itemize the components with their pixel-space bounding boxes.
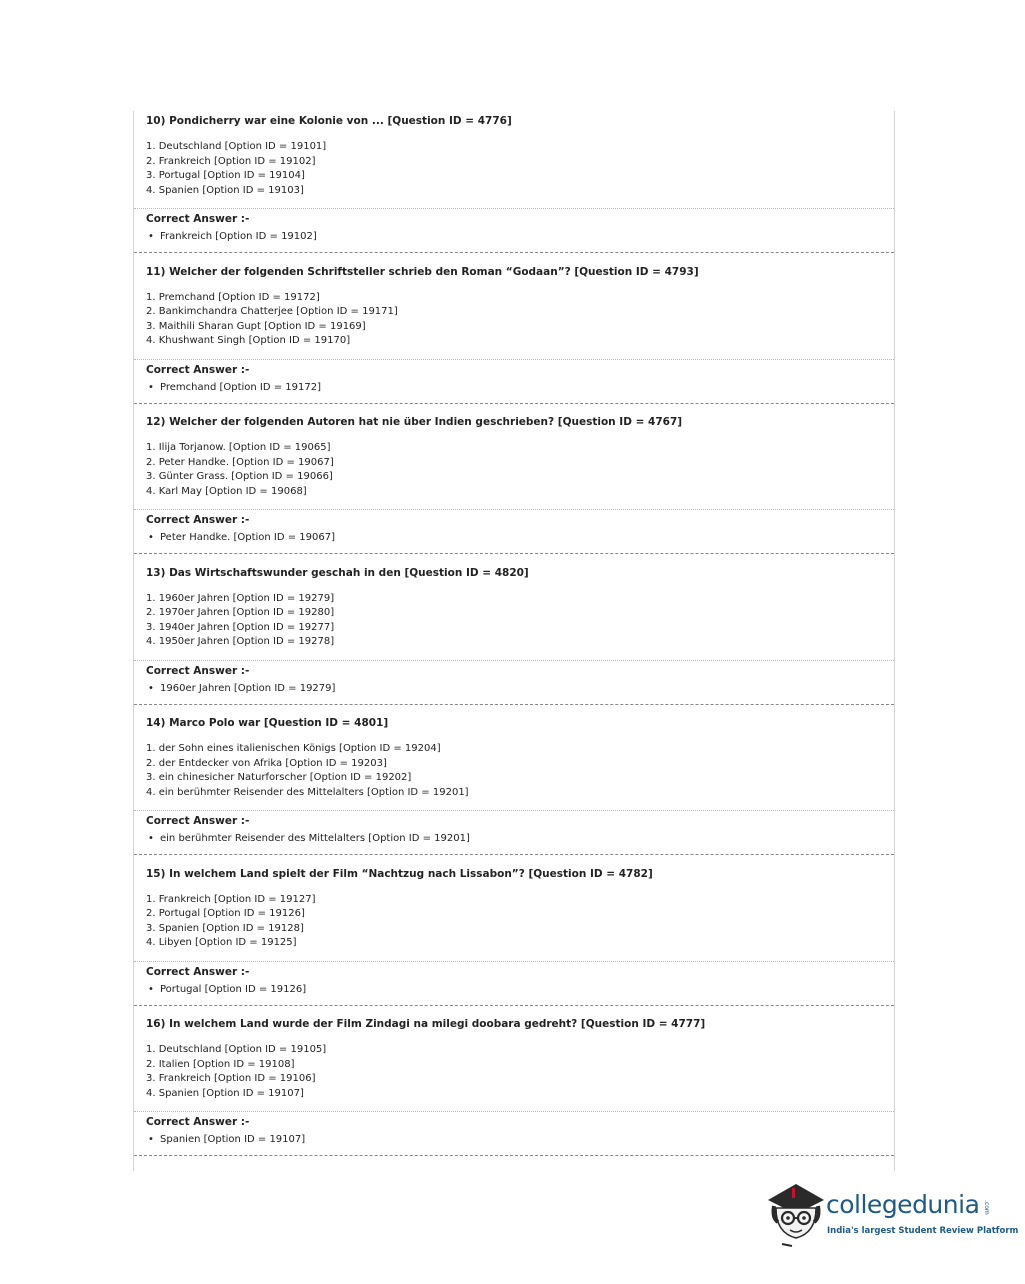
- correct-answer-label: Correct Answer :-: [146, 213, 250, 225]
- question-block: [134, 864, 894, 1015]
- option-item: 3. 1940er Jahren [Option ID = 19277]: [146, 621, 335, 633]
- collegedunia-logo: [766, 1178, 1019, 1248]
- correct-answer-value: [148, 833, 470, 844]
- option-list: [146, 1043, 326, 1101]
- option-item: 1. 1960er Jahren [Option ID = 19279]: [146, 592, 335, 604]
- answer-section: [134, 1111, 894, 1156]
- answer-text: Peter Handke. [Option ID = 19067]: [160, 532, 336, 543]
- correct-answer-value: [148, 683, 335, 694]
- question-title: 14) Marco Polo war [Question ID = 4801]: [146, 717, 389, 729]
- answer-text: 1960er Jahren [Option ID = 19279]: [160, 682, 336, 694]
- answer-section: [134, 961, 894, 1006]
- option-item: 4. Khushwant Singh [Option ID = 19170]: [146, 335, 351, 347]
- answer-section: [134, 509, 894, 554]
- question-block: [134, 262, 894, 413]
- brand-domain: .com: [983, 1200, 990, 1215]
- correct-answer-label: Correct Answer :-: [146, 664, 250, 677]
- option-item: 2. 1970er Jahren [Option ID = 19280]: [146, 607, 335, 619]
- option-item: 3. Maithili Sharan Gupt [Option ID = 19169]: [146, 320, 366, 332]
- answer-section: [134, 810, 894, 855]
- question-section: [134, 864, 894, 961]
- correct-answer-value: [148, 231, 317, 242]
- correct-answer-value: [148, 984, 306, 995]
- correct-answer-value: [148, 532, 335, 543]
- answer-text: Spanien [Option ID = 19107]: [160, 1134, 306, 1145]
- answer-section: [134, 660, 894, 705]
- option-item: 2. Frankreich [Option ID = 19102]: [146, 155, 316, 167]
- correct-answer-label: Correct Answer :-: [146, 815, 250, 827]
- option-item: 3. Portugal [Option ID = 19104]: [146, 170, 305, 182]
- option-item: 2. Bankimchandra Chatterjee [Option ID = 19171]: [146, 306, 398, 318]
- question-block: [134, 563, 894, 714]
- option-item: 4. Karl May [Option ID = 19068]: [146, 485, 307, 497]
- bullet-icon: •: [148, 983, 154, 995]
- bullet-icon: •: [148, 231, 154, 242]
- option-item: 1. Premchand [Option ID = 19172]: [146, 291, 320, 303]
- option-list: [146, 592, 334, 650]
- answer-section: [134, 208, 894, 253]
- option-item: 3. Frankreich [Option ID = 19106]: [146, 1073, 316, 1085]
- bullet-icon: •: [148, 682, 154, 694]
- brand-tagline: India's largest Student Review Platform: [827, 1226, 1019, 1236]
- question-section: [134, 262, 894, 359]
- answer-text: ein berühmter Reisender des Mittelalters [Option ID = 19201]: [160, 833, 470, 844]
- option-item: 4. Spanien [Option ID = 19103]: [146, 184, 304, 196]
- option-list: [146, 441, 334, 499]
- option-item: 1. Deutschland [Option ID = 19105]: [146, 1044, 327, 1055]
- question-block: [134, 412, 894, 563]
- option-list: [146, 742, 469, 800]
- question-section: [134, 713, 894, 810]
- question-title: 15) In welchem Land spielt der Film “Nachtzug nach Lissabon”? [Question ID = 4782]: [146, 867, 653, 880]
- bullet-icon: •: [148, 532, 154, 543]
- bullet-icon: •: [148, 833, 154, 844]
- option-list: [146, 893, 316, 951]
- question-title: 11) Welcher der folgenden Schriftsteller schrieb den Roman “Godaan”? [Question ID = 4793]: [146, 265, 699, 278]
- option-item: 3. Spanien [Option ID = 19128]: [146, 922, 304, 934]
- correct-answer-label: Correct Answer :-: [146, 363, 250, 376]
- correct-answer-label: Correct Answer :-: [146, 514, 250, 526]
- option-item: 1. Deutschland [Option ID = 19101]: [146, 141, 327, 152]
- option-item: 3. Günter Grass. [Option ID = 19066]: [146, 471, 333, 483]
- question-title: 10) Pondicherry war eine Kolonie von ... [Question ID = 4776]: [146, 115, 512, 127]
- option-item: 2. der Entdecker von Afrika [Option ID = 19203]: [146, 757, 387, 769]
- question-block: [134, 111, 894, 262]
- answer-text: Premchand [Option ID = 19172]: [160, 381, 322, 393]
- correct-answer-value: [148, 382, 321, 393]
- bullet-icon: •: [148, 381, 154, 393]
- answer-section: [134, 359, 894, 404]
- option-item: 1. Ilija Torjanow. [Option ID = 19065]: [146, 442, 331, 453]
- option-item: 4. Spanien [Option ID = 19107]: [146, 1087, 304, 1099]
- option-item: 4. 1950er Jahren [Option ID = 19278]: [146, 636, 335, 648]
- option-list: [146, 140, 326, 198]
- question-title: 13) Das Wirtschaftswunder geschah in den [Question ID = 4820]: [146, 566, 529, 579]
- option-item: 2. Italien [Option ID = 19108]: [146, 1058, 295, 1070]
- option-item: 2. Portugal [Option ID = 19126]: [146, 908, 305, 920]
- question-title: 16) In welchem Land wurde der Film Zindagi na milegi doobara gedreht? [Question ID = 4777]: [146, 1018, 706, 1030]
- question-section: [134, 1014, 894, 1111]
- brand-name: collegedunia: [826, 1190, 980, 1219]
- option-item: 4. Libyen [Option ID = 19125]: [146, 937, 297, 949]
- question-block: [134, 1014, 894, 1165]
- question-section: [134, 111, 894, 208]
- correct-answer-label: Correct Answer :-: [146, 1116, 250, 1128]
- option-item: 4. ein berühmter Reisender des Mittelalters [Option ID = 19201]: [146, 786, 469, 798]
- option-item: 1. Frankreich [Option ID = 19127]: [146, 893, 316, 905]
- answer-text: Portugal [Option ID = 19126]: [160, 983, 307, 995]
- question-title: 12) Welcher der folgenden Autoren hat nie über Indien geschrieben? [Question ID = 4767]: [146, 416, 683, 428]
- question-section: [134, 563, 894, 660]
- question-block: [134, 713, 894, 864]
- correct-answer-value: [148, 1134, 305, 1145]
- option-list: [146, 291, 398, 349]
- option-item: 3. ein chinesicher Naturforscher [Option ID = 19202]: [146, 772, 412, 784]
- option-item: 1. der Sohn eines italienischen Königs [Option ID = 19204]: [146, 743, 441, 754]
- option-item: 2. Peter Handke. [Option ID = 19067]: [146, 456, 334, 468]
- bullet-icon: •: [148, 1134, 154, 1145]
- mascot-icon: [766, 1178, 826, 1248]
- correct-answer-label: Correct Answer :-: [146, 965, 250, 978]
- answer-text: Frankreich [Option ID = 19102]: [160, 231, 317, 242]
- question-sheet: [133, 111, 895, 1171]
- question-section: [134, 412, 894, 509]
